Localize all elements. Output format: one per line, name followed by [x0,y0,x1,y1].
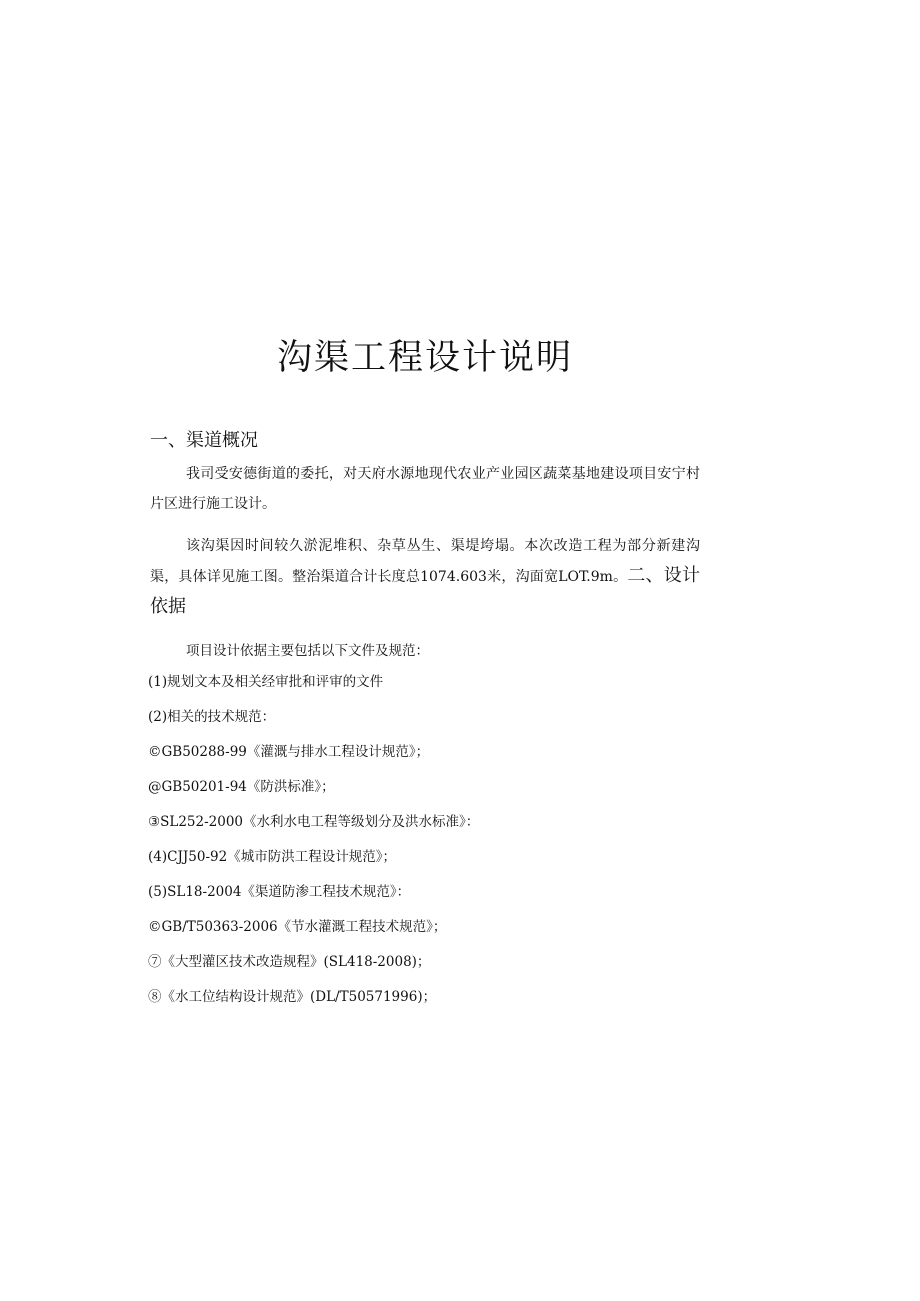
list-item: (1)规划文本及相关经审批和评审的文件 [148,674,384,690]
list-item: (4)CJJ50-92《城市防洪工程设计规范》； [148,849,396,865]
document-title: 沟渠工程设计说明 [276,338,573,378]
section-heading-channel-overview: 一、渠道概况 [150,430,258,451]
list-item: @GB50201-94《防洪标准》； [148,779,335,795]
list-item: ©GB/T50363-2006《节水灌溉工程技术规范》； [148,919,447,935]
list-item: (5)SL18-2004《渠道防渗工程技术规范》： [148,884,411,900]
list-item: (2)相关的技术规范： [148,709,276,725]
list-item: ⑦《大型灌区技术改造规程》(SL418-2008)； [148,954,431,970]
design-basis-intro: 项目设计依据主要包括以下文件及规范： [186,643,429,659]
section-heading-design-basis: 二、设计依据 [150,565,700,617]
paragraph-commission: 我司受安德街道的委托，对天府水源地现代农业产业园区蔬菜基地建设项目安宁村片区进行施工设计。 [150,466,700,512]
paragraph-channel-condition [150,531,700,623]
paragraph-channel-condition-text: 该沟渠因时间较久淤泥堆积、杂草丛生、渠堤垮塌。本次改造工程为部分新建沟渠，具体详见施工图。整治渠道合计长度总1074.603米，沟面宽LOT.9m。 [150,538,700,585]
list-item: ③SL252-2000《水利水电工程等级划分及洪水标准》： [148,814,480,830]
list-item: ©GB50288-99《灌溉与排水工程设计规范》； [148,744,430,760]
list-item: ⑧《水工位结构设计规范》(DL/T50571996)； [148,989,437,1005]
